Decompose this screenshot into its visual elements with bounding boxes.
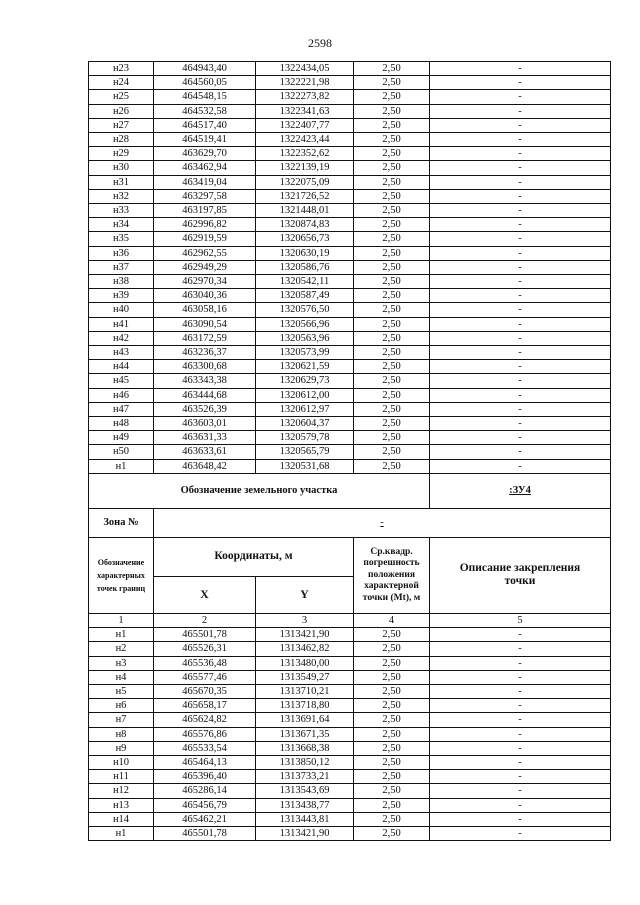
point-id-cell: н1 — [89, 826, 154, 840]
description-cell: - — [430, 459, 611, 473]
y-coordinate-cell: 1322139,19 — [256, 161, 354, 175]
table-row — [89, 360, 611, 374]
table-row — [89, 684, 611, 698]
point-id-cell: н41 — [89, 317, 154, 331]
table-row — [89, 246, 611, 260]
point-id-cell: н37 — [89, 260, 154, 274]
x-coordinate-cell: 463040,36 — [154, 289, 256, 303]
description-cell: - — [430, 826, 611, 840]
point-id-cell: н25 — [89, 90, 154, 104]
point-id-cell: н10 — [89, 755, 154, 769]
accuracy-cell: 2,50 — [354, 232, 430, 246]
table-row — [89, 260, 611, 274]
table-row — [89, 317, 611, 331]
accuracy-cell: 2,50 — [354, 246, 430, 260]
accuracy-cell: 2,50 — [354, 189, 430, 203]
page-number: 2598 — [308, 36, 332, 50]
y-coordinate-cell: 1322434,05 — [256, 62, 354, 76]
table-row — [89, 275, 611, 289]
accuracy-cell: 2,50 — [354, 161, 430, 175]
table-row — [89, 76, 611, 90]
point-id-cell: н39 — [89, 289, 154, 303]
point-id-cell: н40 — [89, 303, 154, 317]
x-coordinate-cell: 464517,40 — [154, 118, 256, 132]
y-coordinate-cell: 1320629,73 — [256, 374, 354, 388]
x-coordinate-cell: 462962,55 — [154, 246, 256, 260]
y-coordinate-cell: 1322407,77 — [256, 118, 354, 132]
y-coordinate-cell: 1320542,11 — [256, 275, 354, 289]
x-coordinate-cell: 463648,42 — [154, 459, 256, 473]
accuracy-cell: 2,50 — [354, 175, 430, 189]
accuracy-cell: 2,50 — [354, 275, 430, 289]
table-row — [89, 656, 611, 670]
description-cell: - — [430, 402, 611, 416]
x-coordinate-cell: 465286,14 — [154, 784, 256, 798]
accuracy-cell: 2,50 — [354, 770, 430, 784]
x-coordinate-cell: 463629,70 — [154, 147, 256, 161]
point-id-cell: н14 — [89, 812, 154, 826]
y-coordinate-cell: 1313480,00 — [256, 656, 354, 670]
x-coordinate-cell: 463197,85 — [154, 204, 256, 218]
point-id-cell: н23 — [89, 62, 154, 76]
point-id-cell: н1 — [89, 628, 154, 642]
point-id-cell: н27 — [89, 118, 154, 132]
point-id-cell: н9 — [89, 741, 154, 755]
description-cell: - — [430, 232, 611, 246]
x-coordinate-cell: 465396,40 — [154, 770, 256, 784]
accuracy-cell: 2,50 — [354, 346, 430, 360]
description-cell: - — [430, 62, 611, 76]
point-id-cell: н33 — [89, 204, 154, 218]
description-cell: - — [430, 189, 611, 203]
table-row — [89, 289, 611, 303]
y-coordinate-cell: 1313691,64 — [256, 713, 354, 727]
point-id-cell: н38 — [89, 275, 154, 289]
point-id-cell: н43 — [89, 346, 154, 360]
point-id-cell: н34 — [89, 218, 154, 232]
x-coordinate-cell: 465670,35 — [154, 684, 256, 698]
table-row — [89, 90, 611, 104]
table-row — [89, 175, 611, 189]
accuracy-cell: 2,50 — [354, 133, 430, 147]
header-x: X — [154, 576, 256, 613]
point-id-cell: н2 — [89, 642, 154, 656]
accuracy-cell: 2,50 — [354, 642, 430, 656]
parcel-label: Обозначение земельного участка — [89, 473, 430, 508]
table-row — [89, 812, 611, 826]
accuracy-cell: 2,50 — [354, 741, 430, 755]
column-number: 5 — [430, 613, 611, 627]
x-coordinate-cell: 465462,21 — [154, 812, 256, 826]
y-coordinate-cell: 1320612,97 — [256, 402, 354, 416]
description-cell: - — [430, 642, 611, 656]
y-coordinate-cell: 1313462,82 — [256, 642, 354, 656]
point-id-cell: н44 — [89, 360, 154, 374]
x-coordinate-cell: 465536,48 — [154, 656, 256, 670]
x-coordinate-cell: 465456,79 — [154, 798, 256, 812]
description-cell: - — [430, 260, 611, 274]
point-id-cell: н45 — [89, 374, 154, 388]
x-coordinate-cell: 465577,46 — [154, 670, 256, 684]
description-cell: - — [430, 90, 611, 104]
description-cell: - — [430, 161, 611, 175]
table-row — [89, 741, 611, 755]
table-row — [89, 147, 611, 161]
y-coordinate-cell: 1322352,62 — [256, 147, 354, 161]
accuracy-cell: 2,50 — [354, 445, 430, 459]
point-id-cell: н47 — [89, 402, 154, 416]
accuracy-cell: 2,50 — [354, 374, 430, 388]
y-coordinate-cell: 1322075,09 — [256, 175, 354, 189]
y-coordinate-cell: 1321726,52 — [256, 189, 354, 203]
description-cell: - — [430, 784, 611, 798]
x-coordinate-cell: 462970,34 — [154, 275, 256, 289]
point-id-cell: н31 — [89, 175, 154, 189]
y-coordinate-cell: 1322341,63 — [256, 104, 354, 118]
table-row — [89, 62, 611, 76]
description-cell: - — [430, 684, 611, 698]
zone-label: Зона № — [89, 508, 154, 537]
table-row — [89, 713, 611, 727]
description-cell: - — [430, 303, 611, 317]
column-number: 3 — [256, 613, 354, 627]
y-coordinate-cell: 1320576,50 — [256, 303, 354, 317]
accuracy-cell: 2,50 — [354, 798, 430, 812]
coordinates-table — [88, 61, 611, 841]
table-row — [89, 303, 611, 317]
y-coordinate-cell: 1322423,44 — [256, 133, 354, 147]
table-row — [89, 118, 611, 132]
y-coordinate-cell: 1313668,38 — [256, 741, 354, 755]
accuracy-cell: 2,50 — [354, 784, 430, 798]
table-row — [89, 431, 611, 445]
description-cell: - — [430, 147, 611, 161]
x-coordinate-cell: 464519,41 — [154, 133, 256, 147]
description-cell: - — [430, 218, 611, 232]
point-id-cell: н6 — [89, 699, 154, 713]
table-row — [89, 642, 611, 656]
point-id-cell: н49 — [89, 431, 154, 445]
accuracy-cell: 2,50 — [354, 431, 430, 445]
description-cell: - — [430, 317, 611, 331]
accuracy-cell: 2,50 — [354, 204, 430, 218]
description-cell: - — [430, 331, 611, 345]
x-coordinate-cell: 465576,86 — [154, 727, 256, 741]
table-row — [89, 133, 611, 147]
header-accuracy: Ср.квадр. погрешность положения характерной точки (Mt), м — [354, 537, 430, 613]
y-coordinate-cell: 1313543,69 — [256, 784, 354, 798]
description-cell: - — [430, 727, 611, 741]
table-row — [89, 459, 611, 473]
description-cell: - — [430, 76, 611, 90]
column-number: 1 — [89, 613, 154, 627]
point-id-cell: н30 — [89, 161, 154, 175]
description-cell: - — [430, 417, 611, 431]
y-coordinate-cell: 1320566,96 — [256, 317, 354, 331]
accuracy-cell: 2,50 — [354, 755, 430, 769]
table-row — [89, 331, 611, 345]
description-cell: - — [430, 713, 611, 727]
y-coordinate-cell: 1320612,00 — [256, 388, 354, 402]
description-cell: - — [430, 275, 611, 289]
x-coordinate-cell: 465526,31 — [154, 642, 256, 656]
y-coordinate-cell: 1313421,90 — [256, 628, 354, 642]
accuracy-cell: 2,50 — [354, 90, 430, 104]
point-id-cell: н4 — [89, 670, 154, 684]
y-coordinate-cell: 1322273,82 — [256, 90, 354, 104]
description-cell: - — [430, 388, 611, 402]
accuracy-cell: 2,50 — [354, 670, 430, 684]
point-id-cell: н29 — [89, 147, 154, 161]
table-row — [89, 218, 611, 232]
y-coordinate-cell: 1313710,21 — [256, 684, 354, 698]
point-id-cell: н24 — [89, 76, 154, 90]
x-coordinate-cell: 463526,39 — [154, 402, 256, 416]
accuracy-cell: 2,50 — [354, 826, 430, 840]
x-coordinate-cell: 463603,01 — [154, 417, 256, 431]
y-coordinate-cell: 1320579,78 — [256, 431, 354, 445]
parcel-value: :ЗУ4 — [509, 485, 531, 497]
accuracy-cell: 2,50 — [354, 218, 430, 232]
x-coordinate-cell: 463172,59 — [154, 331, 256, 345]
point-id-cell: н35 — [89, 232, 154, 246]
accuracy-cell: 2,50 — [354, 104, 430, 118]
x-coordinate-cell: 465533,54 — [154, 741, 256, 755]
point-id-cell: н32 — [89, 189, 154, 203]
accuracy-cell: 2,50 — [354, 812, 430, 826]
description-cell: - — [430, 770, 611, 784]
x-coordinate-cell: 462949,29 — [154, 260, 256, 274]
y-coordinate-cell: 1320565,79 — [256, 445, 354, 459]
accuracy-cell: 2,50 — [354, 289, 430, 303]
description-cell: - — [430, 204, 611, 218]
table-row — [89, 189, 611, 203]
accuracy-cell: 2,50 — [354, 417, 430, 431]
parcel-row — [89, 473, 611, 508]
section2-rows — [89, 628, 611, 841]
accuracy-cell: 2,50 — [354, 388, 430, 402]
description-cell: - — [430, 445, 611, 459]
description-cell: - — [430, 812, 611, 826]
y-coordinate-cell: 1313733,21 — [256, 770, 354, 784]
zone-value-cell — [154, 508, 611, 537]
point-id-cell: н12 — [89, 784, 154, 798]
y-coordinate-cell: 1313438,77 — [256, 798, 354, 812]
x-coordinate-cell: 464943,40 — [154, 62, 256, 76]
description-cell: - — [430, 431, 611, 445]
point-id-cell: н36 — [89, 246, 154, 260]
x-coordinate-cell: 465464,13 — [154, 755, 256, 769]
accuracy-cell: 2,50 — [354, 260, 430, 274]
point-id-cell: н8 — [89, 727, 154, 741]
x-coordinate-cell: 465501,78 — [154, 628, 256, 642]
table-row — [89, 402, 611, 416]
zone-value: - — [380, 517, 384, 529]
table-row — [89, 104, 611, 118]
parcel-value-cell — [430, 473, 611, 508]
description-cell: - — [430, 755, 611, 769]
point-id-cell: н3 — [89, 656, 154, 670]
accuracy-cell: 2,50 — [354, 727, 430, 741]
x-coordinate-cell: 463462,94 — [154, 161, 256, 175]
x-coordinate-cell: 463444,68 — [154, 388, 256, 402]
header-coordinates: Координаты, м — [154, 537, 354, 576]
table-row — [89, 770, 611, 784]
column-numbers-row — [89, 613, 611, 627]
table-row — [89, 755, 611, 769]
accuracy-cell: 2,50 — [354, 699, 430, 713]
table-row — [89, 346, 611, 360]
accuracy-cell: 2,50 — [354, 360, 430, 374]
x-coordinate-cell: 463631,33 — [154, 431, 256, 445]
point-id-cell: н28 — [89, 133, 154, 147]
header-point-designation: Обозначение характерных точек границ — [89, 537, 154, 613]
x-coordinate-cell: 463633,61 — [154, 445, 256, 459]
table-row — [89, 374, 611, 388]
table-row — [89, 628, 611, 642]
table-row — [89, 727, 611, 741]
point-id-cell: н26 — [89, 104, 154, 118]
x-coordinate-cell: 463297,58 — [154, 189, 256, 203]
zone-row — [89, 508, 611, 537]
header-description: Описание закрепления точки — [430, 537, 611, 613]
accuracy-cell: 2,50 — [354, 147, 430, 161]
x-coordinate-cell: 463300,68 — [154, 360, 256, 374]
table-row — [89, 204, 611, 218]
header-row-1 — [89, 537, 611, 576]
accuracy-cell: 2,50 — [354, 331, 430, 345]
accuracy-cell: 2,50 — [354, 62, 430, 76]
table-row — [89, 699, 611, 713]
description-cell: - — [430, 670, 611, 684]
table-row — [89, 670, 611, 684]
point-id-cell: н13 — [89, 798, 154, 812]
accuracy-cell: 2,50 — [354, 402, 430, 416]
description-cell: - — [430, 628, 611, 642]
table-row — [89, 798, 611, 812]
accuracy-cell: 2,50 — [354, 684, 430, 698]
y-coordinate-cell: 1321448,01 — [256, 204, 354, 218]
x-coordinate-cell: 463090,54 — [154, 317, 256, 331]
y-coordinate-cell: 1320587,49 — [256, 289, 354, 303]
table-row — [89, 445, 611, 459]
point-id-cell: н7 — [89, 713, 154, 727]
y-coordinate-cell: 1320563,96 — [256, 331, 354, 345]
description-cell: - — [430, 118, 611, 132]
table-row — [89, 388, 611, 402]
description-cell: - — [430, 741, 611, 755]
accuracy-cell: 2,50 — [354, 628, 430, 642]
accuracy-cell: 2,50 — [354, 76, 430, 90]
description-cell: - — [430, 699, 611, 713]
description-cell: - — [430, 346, 611, 360]
accuracy-cell: 2,50 — [354, 303, 430, 317]
accuracy-cell: 2,50 — [354, 459, 430, 473]
y-coordinate-cell: 1313718,80 — [256, 699, 354, 713]
description-cell: - — [430, 374, 611, 388]
y-coordinate-cell: 1313850,12 — [256, 755, 354, 769]
y-coordinate-cell: 1320874,83 — [256, 218, 354, 232]
description-cell: - — [430, 104, 611, 118]
y-coordinate-cell: 1320630,19 — [256, 246, 354, 260]
y-coordinate-cell: 1313443,81 — [256, 812, 354, 826]
point-id-cell: н50 — [89, 445, 154, 459]
y-coordinate-cell: 1320621,59 — [256, 360, 354, 374]
x-coordinate-cell: 463236,37 — [154, 346, 256, 360]
y-coordinate-cell: 1313671,35 — [256, 727, 354, 741]
x-coordinate-cell: 463419,04 — [154, 175, 256, 189]
description-cell: - — [430, 133, 611, 147]
description-cell: - — [430, 175, 611, 189]
x-coordinate-cell: 464532,58 — [154, 104, 256, 118]
description-cell: - — [430, 798, 611, 812]
x-coordinate-cell: 465658,17 — [154, 699, 256, 713]
y-coordinate-cell: 1320573,99 — [256, 346, 354, 360]
point-id-cell: н48 — [89, 417, 154, 431]
y-coordinate-cell: 1320604,37 — [256, 417, 354, 431]
x-coordinate-cell: 465501,78 — [154, 826, 256, 840]
x-coordinate-cell: 463058,16 — [154, 303, 256, 317]
y-coordinate-cell: 1313421,90 — [256, 826, 354, 840]
table-row — [89, 784, 611, 798]
point-id-cell: н42 — [89, 331, 154, 345]
column-number: 4 — [354, 613, 430, 627]
point-id-cell: н46 — [89, 388, 154, 402]
table-row — [89, 826, 611, 840]
x-coordinate-cell: 462919,59 — [154, 232, 256, 246]
point-id-cell: н1 — [89, 459, 154, 473]
y-coordinate-cell: 1320531,68 — [256, 459, 354, 473]
y-coordinate-cell: 1320656,73 — [256, 232, 354, 246]
table-row — [89, 232, 611, 246]
description-cell: - — [430, 246, 611, 260]
accuracy-cell: 2,50 — [354, 713, 430, 727]
y-coordinate-cell: 1322221,98 — [256, 76, 354, 90]
x-coordinate-cell: 462996,82 — [154, 218, 256, 232]
point-id-cell: н11 — [89, 770, 154, 784]
column-number: 2 — [154, 613, 256, 627]
description-cell: - — [430, 289, 611, 303]
accuracy-cell: 2,50 — [354, 118, 430, 132]
table-row — [89, 161, 611, 175]
point-id-cell: н5 — [89, 684, 154, 698]
x-coordinate-cell: 464548,15 — [154, 90, 256, 104]
x-coordinate-cell: 463343,38 — [154, 374, 256, 388]
description-cell: - — [430, 656, 611, 670]
accuracy-cell: 2,50 — [354, 317, 430, 331]
y-coordinate-cell: 1320586,76 — [256, 260, 354, 274]
header-y: Y — [256, 576, 354, 613]
accuracy-cell: 2,50 — [354, 656, 430, 670]
x-coordinate-cell: 464560,05 — [154, 76, 256, 90]
description-cell: - — [430, 360, 611, 374]
y-coordinate-cell: 1313549,27 — [256, 670, 354, 684]
section1-rows — [89, 62, 611, 474]
x-coordinate-cell: 465624,82 — [154, 713, 256, 727]
table-row — [89, 417, 611, 431]
